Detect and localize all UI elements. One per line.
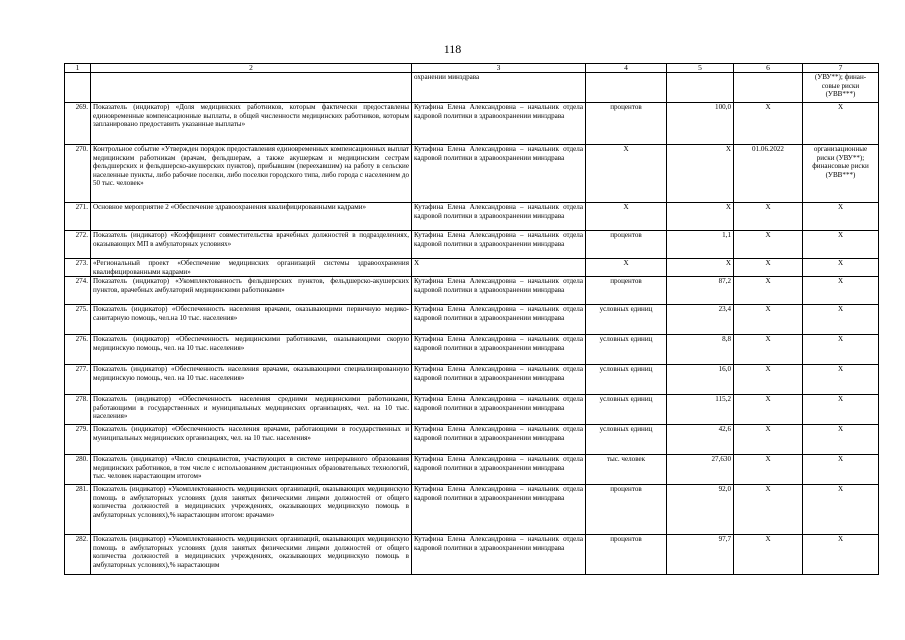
risks-cell: X (803, 277, 879, 305)
unit-cell: условных единиц (586, 335, 667, 365)
risks-cell: X (803, 455, 879, 485)
value-cell: 92,0 (667, 485, 734, 535)
table-row (65, 485, 879, 535)
responsible-cell: Кутафина Елена Александровна – начальник отдела кадровой политики в здравоохранении минздрава (412, 277, 586, 305)
responsible-cell: Кутафина Елена Александровна – начальник отдела кадровой политики в здравоохранении минздрава (412, 305, 586, 335)
value-cell: 23,4 (667, 305, 734, 335)
row-number: 281. (65, 485, 91, 535)
responsible-cell: X (412, 259, 586, 277)
risks-cell: X (803, 535, 879, 575)
unit-cell (586, 73, 667, 103)
column-number: 5 (667, 64, 734, 73)
responsible-cell: Кутафина Елена Александровна – начальник отдела кадровой политики в здравоохранении минздрава (412, 145, 586, 203)
value-cell: 97,7 (667, 535, 734, 575)
responsible-cell: Кутафина Елена Александровна – начальник отдела кадровой политики в здравоохранении минздрава (412, 365, 586, 395)
responsible-cell: Кутафина Елена Александровна – начальник отдела кадровой политики в здравоохранении минздрава (412, 231, 586, 259)
risks-cell: (УВУ**); финан- совые риски (УВВ***) (803, 73, 879, 103)
column-number: 7 (803, 64, 879, 73)
responsible-cell: охранении минздрава (412, 73, 586, 103)
value-cell: 1,1 (667, 231, 734, 259)
date-cell: X (734, 203, 803, 231)
row-number: 269. (65, 103, 91, 145)
value-cell (667, 73, 734, 103)
risks-cell: организационные риски (УВУ**); финансовые риски (УВВ***) (803, 145, 879, 203)
indicator-cell: Показатель (индикатор) «Обеспеченность населения врачами, оказывающими специализированную медицинскую помощь, чел. на 10 тыс. населения» (91, 365, 412, 395)
risks-cell: X (803, 203, 879, 231)
row-number (65, 73, 91, 103)
unit-cell: условных единиц (586, 395, 667, 425)
table-row (65, 455, 879, 485)
row-number: 270. (65, 145, 91, 203)
indicator-cell: Показатель (индикатор) «Обеспеченность населения средними медицинскими работниками, работающими в государственных и муниципальных медицинских организациях, чел. на 10 тыс. населения» (91, 395, 412, 425)
value-cell: 100,0 (667, 103, 734, 145)
value-cell: 16,0 (667, 365, 734, 395)
row-number: 279. (65, 425, 91, 455)
risks-cell: X (803, 335, 879, 365)
unit-cell: процентов (586, 231, 667, 259)
unit-cell: X (586, 203, 667, 231)
row-number: 275. (65, 305, 91, 335)
table-row (65, 395, 879, 425)
row-number: 276. (65, 335, 91, 365)
row-number: 277. (65, 365, 91, 395)
row-number: 282. (65, 535, 91, 575)
column-number: 1 (65, 64, 91, 73)
unit-cell: процентов (586, 103, 667, 145)
unit-cell: процентов (586, 277, 667, 305)
unit-cell: X (586, 259, 667, 277)
indicator-cell: Контрольное событие «Утвержден порядок предоставления единовременных компенсационных выплат медицинским работникам (врачам, фельдшерам, а также акушеркам и медицинским сестрам фельдшерских и фельдшерско-акушерских пунктов), прибывшим (переехавшим) на работу в сельские населенные пункты, либо рабочие поселки, либо поселки городского типа, либо города с населением до 50 тыс. человек» (91, 145, 412, 203)
responsible-cell: Кутафина Елена Александровна – начальник отдела кадровой политики в здравоохранении минздрава (412, 485, 586, 535)
indicator-cell: Основное мероприятие 2 «Обеспечение здравоохранения квалифицированными кадрами» (91, 203, 412, 231)
risks-cell: X (803, 365, 879, 395)
value-cell: 8,8 (667, 335, 734, 365)
table-row (65, 535, 879, 575)
row-number: 271. (65, 203, 91, 231)
unit-cell: процентов (586, 485, 667, 535)
continuation-row (65, 73, 879, 103)
indicator-cell: Показатель (индикатор) «Доля медицинских работников, которым фактически предоставлены единовременные компенсационные выплаты, в общей численности медицинских работников, которым запланировано предоставить указанные выплаты» (91, 103, 412, 145)
row-number: 273. (65, 259, 91, 277)
indicator-cell: «Региональный проект «Обеспечение медицинских организаций системы здравоохранения квалифицированными кадрами» (91, 259, 412, 277)
table-row (65, 231, 879, 259)
unit-cell: тыс. человек (586, 455, 667, 485)
value-cell: X (667, 259, 734, 277)
date-cell: X (734, 259, 803, 277)
table-row (65, 203, 879, 231)
risks-cell: X (803, 485, 879, 535)
responsible-cell: Кутафина Елена Александровна – начальник отдела кадровой политики в здравоохранении минздрава (412, 395, 586, 425)
column-number: 3 (412, 64, 586, 73)
indicator-cell (91, 73, 412, 103)
unit-cell: процентов (586, 535, 667, 575)
responsible-cell: Кутафина Елена Александровна – начальник отдела кадровой политики в здравоохранении минздрава (412, 535, 586, 575)
date-cell: X (734, 231, 803, 259)
date-cell (734, 73, 803, 103)
responsible-cell: Кутафина Елена Александровна – начальник отдела кадровой политики в здравоохранении минздрава (412, 103, 586, 145)
value-cell: 27,630 (667, 455, 734, 485)
date-cell: 01.06.2022 (734, 145, 803, 203)
risks-cell: X (803, 231, 879, 259)
indicators-table (64, 63, 879, 575)
responsible-cell: Кутафина Елена Александровна – начальник отдела кадровой политики в здравоохранении минздрава (412, 455, 586, 485)
date-cell: X (734, 305, 803, 335)
date-cell: X (734, 425, 803, 455)
table-row (65, 259, 879, 277)
value-cell: X (667, 203, 734, 231)
table-row (65, 277, 879, 305)
risks-cell: X (803, 305, 879, 335)
table-row (65, 145, 879, 203)
risks-cell: X (803, 259, 879, 277)
date-cell: X (734, 395, 803, 425)
indicator-cell: Показатель (индикатор) «Коэффициент совместительства врачебных должностей в подразделениях, оказывающих МП в амбулаторных условиях» (91, 231, 412, 259)
row-number: 272. (65, 231, 91, 259)
value-cell: 87,2 (667, 277, 734, 305)
indicator-cell: Показатель (индикатор) «Обеспеченность населения врачами, работающими в государственных и муниципальных медицинских организациях, чел. на 10 тыс. населения» (91, 425, 412, 455)
column-number-row (65, 64, 879, 73)
date-cell: X (734, 455, 803, 485)
indicator-cell: Показатель (индикатор) «Укомплектованность медицинских организаций, оказывающих медицинскую помощь в амбулаторных условиях (доля занятых физическими лицами должностей от общего количества должностей в медицинских учреждениях, оказывающих медицинскую помощь в амбулаторных условиях),% нарастающим (91, 535, 412, 575)
unit-cell: X (586, 145, 667, 203)
table-row (65, 305, 879, 335)
table-row (65, 365, 879, 395)
column-number: 2 (91, 64, 412, 73)
risks-cell: X (803, 395, 879, 425)
indicator-cell: Показатель (индикатор) «Обеспеченность медицинскими работниками, оказывающими скорую медицинскую помощь, чел. на 10 тыс. населения» (91, 335, 412, 365)
value-cell: X (667, 145, 734, 203)
date-cell: X (734, 365, 803, 395)
table-row (65, 425, 879, 455)
indicator-cell: Показатель (индикатор) «Укомплектованность медицинских организаций, оказывающих медицинскую помощь в амбулаторных условиях (доля занятых физическими лицами должностей от общего количества должностей в медицинских учреждениях, оказывающих медицинскую помощь в амбулаторных условиях),% нарастающим итогом: врачами» (91, 485, 412, 535)
responsible-cell: Кутафина Елена Александровна – начальник отдела кадровой политики в здравоохранении минздрава (412, 203, 586, 231)
value-cell: 115,2 (667, 395, 734, 425)
date-cell: X (734, 535, 803, 575)
risks-cell: X (803, 425, 879, 455)
row-number: 274. (65, 277, 91, 305)
column-number: 6 (734, 64, 803, 73)
indicator-cell: Показатель (индикатор) «Число специалистов, участвующих в системе непрерывного образования медицинских работников, в том числе с использованием дистанционных образовательных технологий, тыс. человек нарастающим итогом» (91, 455, 412, 485)
date-cell: X (734, 335, 803, 365)
date-cell: X (734, 485, 803, 535)
table-row (65, 103, 879, 145)
table-row (65, 335, 879, 365)
row-number: 278. (65, 395, 91, 425)
unit-cell: условных единиц (586, 365, 667, 395)
indicator-cell: Показатель (индикатор) «Укомплектованность фельдшерских пунктов, фельдшерско-акушерских пунктов, врачебных амбулаторий медицинскими работниками» (91, 277, 412, 305)
date-cell: X (734, 277, 803, 305)
value-cell: 42,6 (667, 425, 734, 455)
date-cell: X (734, 103, 803, 145)
responsible-cell: Кутафина Елена Александровна – начальник отдела кадровой политики в здравоохранении минздрава (412, 425, 586, 455)
column-number: 4 (586, 64, 667, 73)
page-number: 118 (443, 42, 462, 56)
unit-cell: условных единиц (586, 305, 667, 335)
risks-cell: X (803, 103, 879, 145)
responsible-cell: Кутафина Елена Александровна – начальник отдела кадровой политики в здравоохранении минздрава (412, 335, 586, 365)
row-number: 280. (65, 455, 91, 485)
indicator-cell: Показатель (индикатор) «Обеспеченность населения врачами, оказывающими первичную медико-санитарную помощь, чел.на 10 тыс. населения» (91, 305, 412, 335)
unit-cell: условных единиц (586, 425, 667, 455)
